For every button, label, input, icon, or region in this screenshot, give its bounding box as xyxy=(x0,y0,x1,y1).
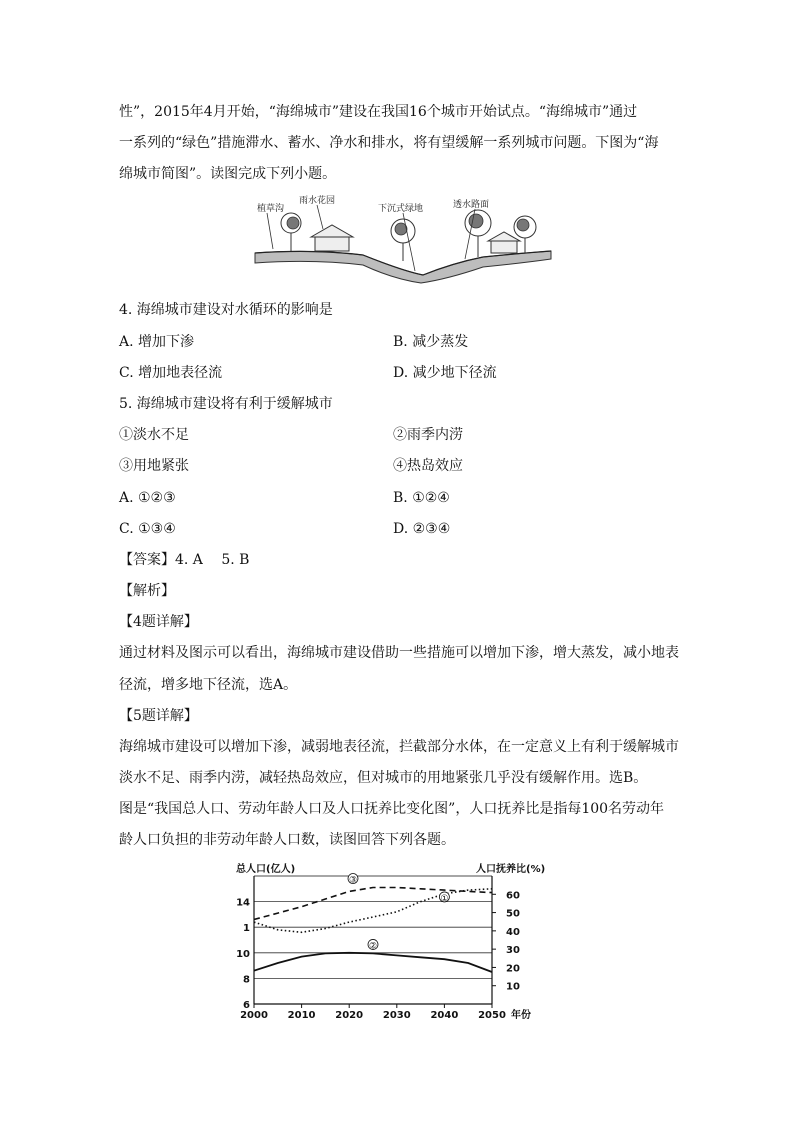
right-tick-label: 40 xyxy=(506,926,520,938)
q5-detail-line-1: 海绵城市建设可以增加下渗，减弱地表径流，拦截部分水体，在一定意义上有利于缓解城市 xyxy=(119,739,679,755)
intro-line-2: 一系列的“绿色”措施滞水、蓄水、净水和排水，将有望缓解一系列城市问题。下图为“海 xyxy=(119,135,659,151)
left-axis-label: 总人口(亿人) xyxy=(236,864,296,875)
right-tick-label: 10 xyxy=(506,981,520,993)
left-tick-label: 8 xyxy=(243,974,250,986)
q5-detail-heading: 【5题详解】 xyxy=(119,708,198,724)
q5-option-c: C. ①③④ xyxy=(119,521,176,537)
intro-line-1: 性”，2015年4月开始，“海绵城市”建设在我国16个城市开始试点。“海绵城市”通过 xyxy=(119,104,638,120)
q4-option-d: D. 减少地下径流 xyxy=(393,365,497,381)
left-tick-label: 6 xyxy=(243,1000,250,1011)
q5-item-4: ④热岛效应 xyxy=(393,458,463,474)
q4-option-c: C. 增加地表径流 xyxy=(119,365,223,381)
population-chart xyxy=(228,860,568,1022)
q5-option-a: A. ①②③ xyxy=(119,490,176,506)
label-grass-swale: 植草沟 xyxy=(257,204,285,214)
sponge-city-diagram xyxy=(253,193,553,285)
answer-line: 【答案】4. A 5. B xyxy=(119,552,250,568)
q5-item-2: ②雨季内涝 xyxy=(393,427,463,443)
x-tick-label: 2030 xyxy=(382,1010,411,1021)
left-tick-label: 10 xyxy=(236,948,250,960)
right-axis-label: 人口抚养比(%) xyxy=(476,864,546,875)
right-tick-label: 60 xyxy=(506,890,520,902)
label-rain-garden: 雨水花园 xyxy=(299,196,336,206)
next-intro-line-1: 图是“我国总人口、劳动年龄人口及人口抚养比变化图”，人口抚养比是指每100名劳动年 xyxy=(119,801,665,817)
q4-option-a: A. 增加下渗 xyxy=(119,334,195,350)
q4-detail-heading: 【4题详解】 xyxy=(119,614,198,630)
x-tick-label: 2050 xyxy=(478,1010,506,1021)
q5-stem: 5. 海绵城市建设将有利于缓解城市 xyxy=(119,396,333,412)
q5-item-3: ③用地紧张 xyxy=(119,458,189,474)
label-sunken-green: 下沉式绿地 xyxy=(378,204,424,214)
x-tick-label: 2000 xyxy=(240,1010,268,1021)
series-line-1 xyxy=(254,889,492,933)
x-axis-unit: 年份 xyxy=(511,1010,531,1021)
right-tick-label: 50 xyxy=(506,908,520,920)
q4-detail-line-2: 径流，增多地下径流，选A。 xyxy=(119,677,298,693)
left-tick-label: 14 xyxy=(236,897,250,909)
right-tick-label: 30 xyxy=(506,945,520,957)
label-permeable-road: 透水路面 xyxy=(453,200,490,210)
series-label: ① xyxy=(440,893,449,904)
analysis-heading: 【解析】 xyxy=(119,583,175,599)
series-label: ② xyxy=(368,941,378,952)
x-tick-label: 2040 xyxy=(430,1010,459,1021)
left-tick-label: 1 xyxy=(243,923,250,935)
q5-option-d: D. ②③④ xyxy=(393,521,451,537)
q4-detail-line-1: 通过材料及图示可以看出，海绵城市建设借助一些措施可以增加下渗，增大蒸发，减小地表 xyxy=(119,645,679,661)
q4-stem: 4. 海绵城市建设对水循环的影响是 xyxy=(119,302,333,318)
right-tick-label: 20 xyxy=(506,963,520,975)
intro-line-3: 绵城市简图”。读图完成下列小题。 xyxy=(119,166,337,182)
q5-detail-line-2: 淡水不足、雨季内涝，减轻热岛效应，但对城市的用地紧张几乎没有缓解作用。选B。 xyxy=(119,770,648,786)
q5-item-1: ①淡水不足 xyxy=(119,427,189,443)
q4-option-b: B. 减少蒸发 xyxy=(393,334,469,350)
x-tick-label: 2020 xyxy=(335,1010,364,1021)
next-intro-line-2: 龄人口负担的非劳动年龄人口数，读图回答下列各题。 xyxy=(119,832,455,848)
series-label: ③ xyxy=(348,875,358,886)
q5-option-b: B. ①②④ xyxy=(393,490,450,506)
x-tick-label: 2010 xyxy=(287,1010,316,1021)
series-line-2 xyxy=(254,953,492,972)
